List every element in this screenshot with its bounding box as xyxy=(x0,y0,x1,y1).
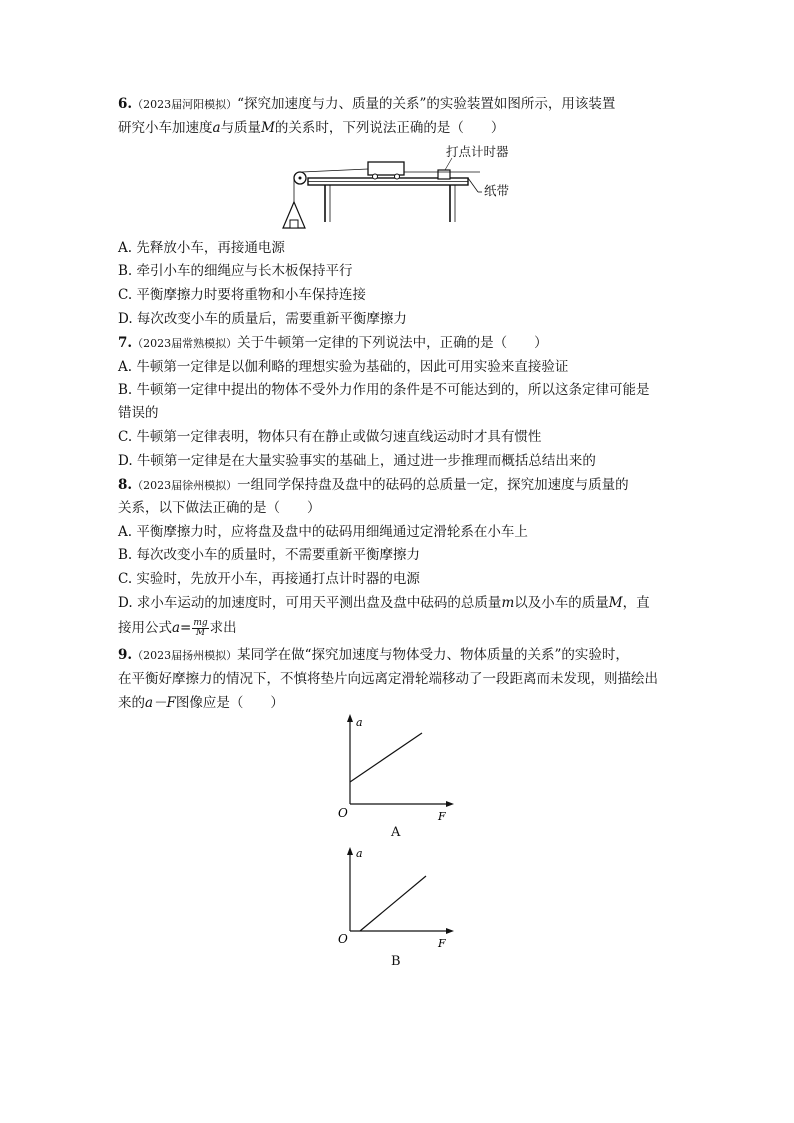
q8-number: 8. xyxy=(118,477,133,493)
q8-option-d-text4: 接用公式 xyxy=(118,620,172,636)
tape-label: 纸带 xyxy=(484,183,510,198)
q6-stem-text1: “探究加速度与力、质量的关系”的实验装置如图所示，用该装置 xyxy=(237,96,616,112)
timer-label: 打点计时器 xyxy=(446,144,509,159)
q8-stem-text1: 一组同学保持盘及盘中的砝码的总质量一定，探究加速度与质量的 xyxy=(237,477,629,493)
q6-stem-text2b: 与质量 xyxy=(220,120,262,136)
q6-source: （2023届河阳模拟） xyxy=(132,98,238,111)
q6-var-a: a xyxy=(212,120,221,136)
graph-b-y-label: a xyxy=(356,847,363,860)
graph-b-origin-label: O xyxy=(338,932,348,946)
q9-stem-line2: 在平衡好摩擦力的情况下，不慎将垫片向远离定滑轮端移动了一段距离而未发现，则描绘出 xyxy=(118,671,658,687)
q7-source: （2023届常熟模拟） xyxy=(132,337,238,350)
graph-a-y-label: a xyxy=(356,716,363,729)
graph-a-caption: A xyxy=(391,825,401,840)
graph-b-caption: B xyxy=(391,954,401,969)
q7-number: 7. xyxy=(118,335,133,351)
q6-stem-line2 xyxy=(118,118,504,138)
graph-a-x-label: F xyxy=(438,810,446,823)
q9-stem-line1 xyxy=(118,645,629,666)
q6-stem-text2a: 研究小车加速度 xyxy=(118,120,213,136)
q8-option-d-text3: ，直 xyxy=(622,595,650,611)
q6-var-M: M xyxy=(261,120,275,136)
q7-option-c[interactable]: C. 牛顿第一定律表明，物体只有在静止或做匀速直线运动时才具有惯性 xyxy=(118,429,542,445)
q9-var-aF: a－F xyxy=(145,695,176,711)
q6-number: 6. xyxy=(118,96,133,112)
q8-var-m: m xyxy=(501,595,515,611)
q8-option-d-text2: 以及小车的质量 xyxy=(514,595,609,611)
q8-var-M: M xyxy=(608,595,623,611)
q8-formula-lhs: a= xyxy=(172,620,192,636)
q7-option-d[interactable]: D. 牛顿第一定律是在大量实验事实的基础上，通过进一步推理而概括总结出来的 xyxy=(118,453,596,469)
q7-stem-text: 关于牛顿第一定律的下列说法中，正确的是（ ） xyxy=(237,335,548,351)
q6-stem-line1 xyxy=(118,94,615,115)
q8-stem-line1 xyxy=(118,475,629,496)
q8-frac-numerator: mg xyxy=(193,618,208,628)
q7-option-b-cont: 错误的 xyxy=(118,405,159,421)
graph-a-origin-label: O xyxy=(338,806,348,820)
q7-stem xyxy=(118,333,548,354)
q6-stem-text2c: 的关系时，下列说法正确的是（ ） xyxy=(274,120,505,136)
graph-b-x-label: F xyxy=(438,937,446,949)
q8-option-d-text5: 求出 xyxy=(209,620,237,636)
q8-option-b[interactable]: B. 每次改变小车的质量时，不需要重新平衡摩擦力 xyxy=(118,547,421,563)
q6-option-b[interactable]: B. 牵引小车的细绳应与长木板保持平行 xyxy=(118,263,353,279)
q9-source: （2023届扬州模拟） xyxy=(132,649,238,662)
q9-graph-a[interactable] xyxy=(336,712,460,824)
q8-option-c[interactable]: C. 实验时，先放开小车，再接通打点计时器的电源 xyxy=(118,571,420,587)
q6-option-c[interactable]: C. 平衡摩擦力时要将重物和小车保持连接 xyxy=(118,287,366,303)
q9-stem-line3 xyxy=(118,693,284,713)
q8-option-a[interactable]: A. 平衡摩擦力时，应将盘及盘中的砝码用细绳通过定滑轮系在小车上 xyxy=(118,524,528,540)
q9-number: 9. xyxy=(118,647,133,663)
q7-option-b[interactable]: B. 牛顿第一定律中提出的物体不受外力作用的条件是不可能达到的，所以这条定律可能是 xyxy=(118,382,650,398)
q8-formula-fraction xyxy=(192,619,208,638)
q6-option-d[interactable]: D. 每次改变小车的质量后，需要重新平衡摩擦力 xyxy=(118,311,407,327)
q9-stem-text1: 某同学在做“探究加速度与物体受力、物体质量的关系”的实验时， xyxy=(237,647,629,663)
q8-option-d[interactable] xyxy=(118,593,650,613)
q8-option-d-cont xyxy=(118,618,237,638)
q8-source: （2023届徐州模拟） xyxy=(132,479,238,492)
q9-stem-text3b: 图像应是（ ） xyxy=(175,695,284,711)
q8-option-d-text1: D. 求小车运动的加速度时，可用天平测出盘及盘中砝码的总质量 xyxy=(118,595,502,611)
q6-option-a[interactable]: A. 先释放小车，再接通电源 xyxy=(118,240,285,256)
q7-option-a[interactable]: A. 牛顿第一定律是以伽利略的理想实验为基础的，因此可用实验来直接验证 xyxy=(118,359,569,375)
q8-stem-line2: 关系，以下做法正确的是（ ） xyxy=(118,500,321,516)
q9-stem-text3a: 来的 xyxy=(118,695,145,711)
q8-frac-denominator: M xyxy=(195,628,206,638)
q9-graph-b[interactable] xyxy=(336,843,460,949)
q6-apparatus-figure xyxy=(280,142,520,234)
